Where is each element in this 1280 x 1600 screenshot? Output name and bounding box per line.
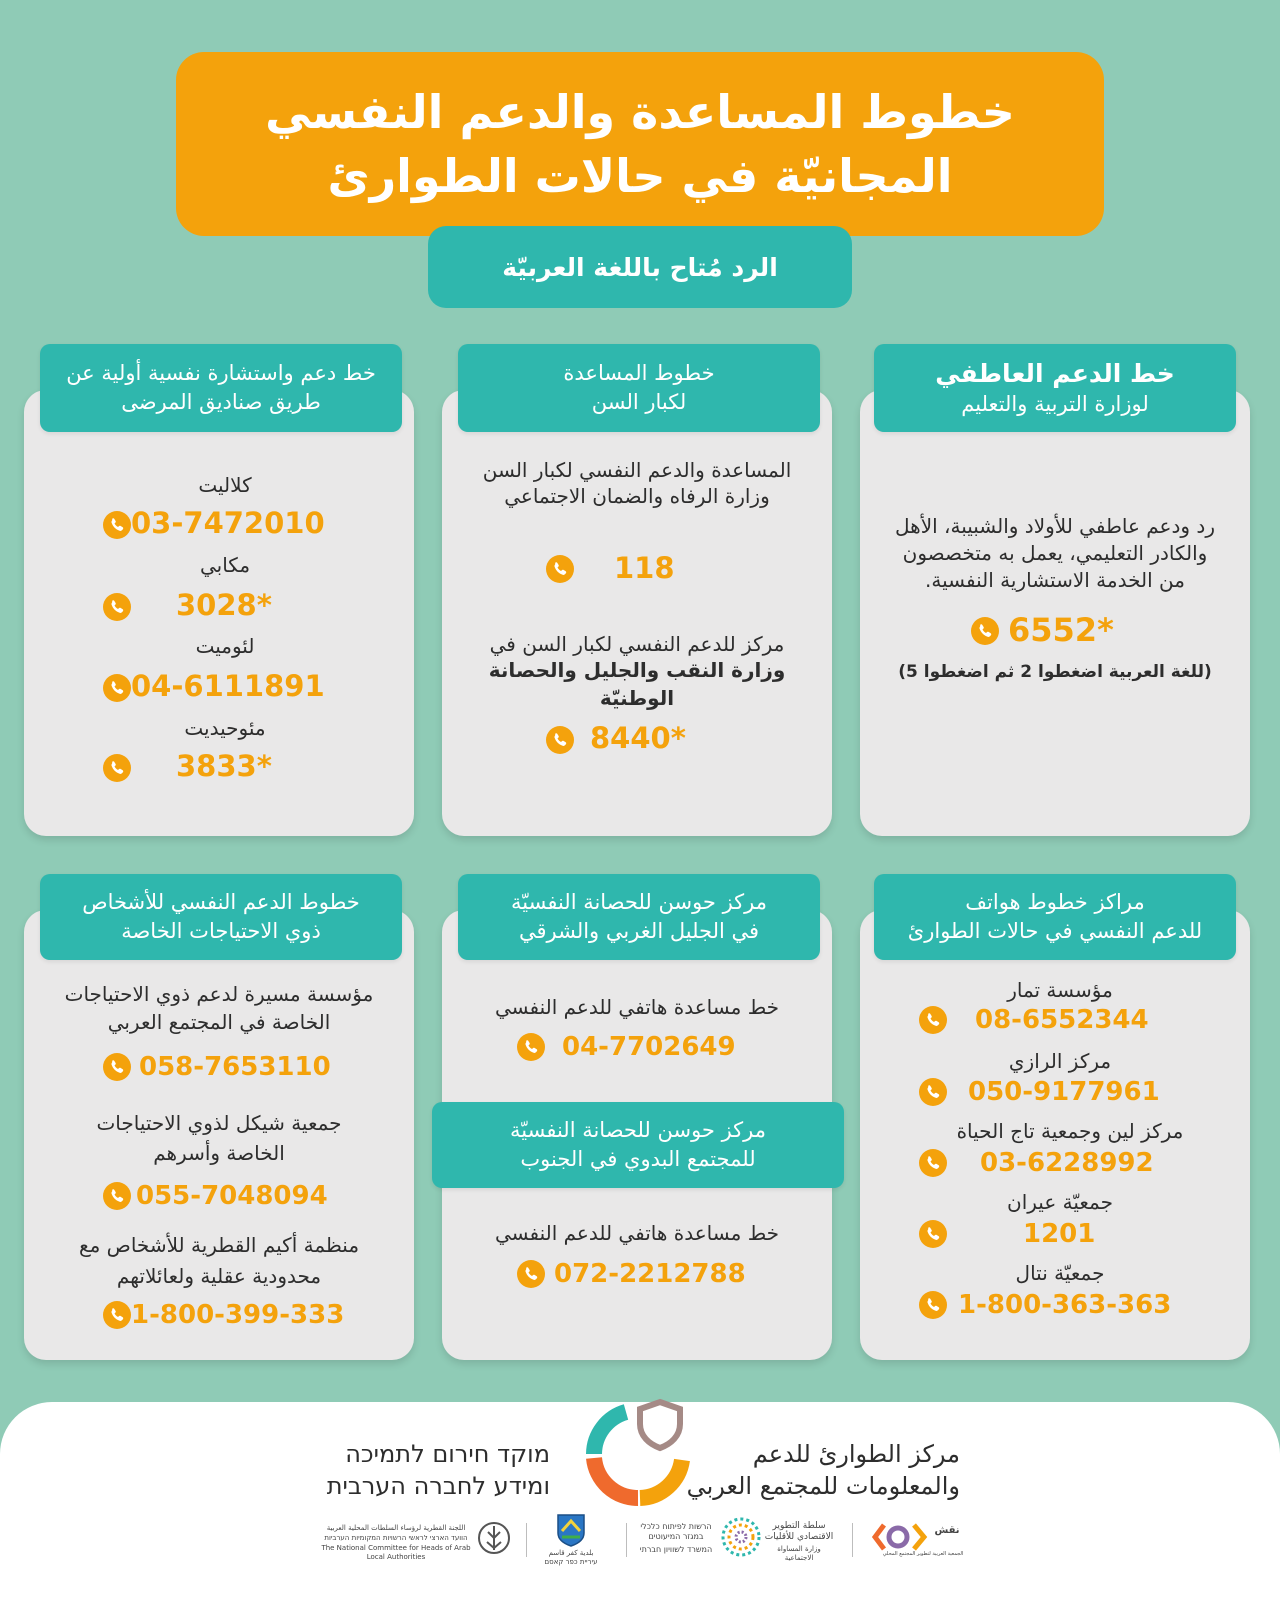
health-fund-name-3: لئوميت	[195, 634, 255, 658]
naqsh-name: نقش	[934, 1525, 960, 1536]
card-hosen-header-2	[432, 1102, 844, 1188]
special-needs-org-3-line-1: منظمة أكيم القطرية للأشخاص مع	[78, 1233, 360, 1257]
elderly-desc-1-line-1: المساعدة والدعم النفسي لكبار السن	[482, 458, 792, 482]
card-hosen-title-2a: مركز حوسن للحصانة النفسيّة	[510, 1118, 766, 1142]
center-name-4: جمعيّة عيران	[1007, 1190, 1113, 1214]
footer-arabic-line-1: مركز الطوارئ للدعم	[752, 1440, 960, 1468]
center-name-2: مركز الرازي	[1008, 1049, 1112, 1073]
logo-divider	[526, 1523, 527, 1557]
footer-hebrew-line-1: מוקד חירום לתמיכה	[345, 1440, 550, 1468]
phone-icon[interactable]	[517, 1260, 545, 1288]
hosen-number-2[interactable]: 072-2212788	[554, 1259, 746, 1289]
card-hosen-title-2b: للمجتمع البدوي في الجنوب	[520, 1147, 756, 1171]
health-fund-number-1[interactable]: 03-7472010	[131, 506, 325, 540]
phone-icon[interactable]	[103, 511, 131, 539]
health-fund-number-2[interactable]: 3028*	[176, 588, 272, 622]
hosen-desc-2: خط مساعدة هاتفي للدعم النفسي	[494, 1221, 780, 1245]
arabic-availability-banner: الرد مُتاح باللغة العربيّة	[428, 226, 852, 308]
economic-authority-line-2: الاقتصادي للأقليات	[764, 1532, 834, 1542]
phone-icon[interactable]	[919, 1220, 947, 1248]
special-needs-number-1[interactable]: 058-7653110	[139, 1052, 331, 1082]
health-fund-name-1: كلاليت	[198, 473, 252, 497]
special-needs-org-1-line-1: مؤسسة مسيرة لدعم ذوي الاحتياجات	[64, 982, 374, 1006]
center-number-3[interactable]: 03-6228992	[980, 1148, 1154, 1178]
center-number-2[interactable]: 050-9177961	[968, 1077, 1160, 1107]
hosen-number-1[interactable]: 04-7702649	[562, 1032, 736, 1062]
phone-icon[interactable]	[971, 617, 999, 645]
special-needs-org-2-line-2: الخاصة وأسرهم	[153, 1141, 285, 1165]
negev-authority-line-2: במגזר המיעוטים	[648, 1532, 704, 1541]
page-title-line-1: خطوط المساعدة والدعم النفسي	[265, 85, 1015, 139]
phone-icon[interactable]	[103, 1301, 131, 1329]
card-hosen-header-1	[458, 874, 820, 960]
center-name-5: جمعيّة نتال	[1015, 1261, 1105, 1285]
page-title-box	[176, 52, 1104, 236]
special-needs-number-2[interactable]: 055-7048094	[136, 1181, 328, 1211]
card-emotional-support-subtitle: لوزارة التربية والتعليم	[961, 391, 1149, 416]
kafr-qasem-emblem-icon	[556, 1513, 586, 1547]
national-committee-name-he: הוועד הארצי לראשי הרשויות המקומיות הערביות	[324, 1534, 468, 1542]
health-fund-name-2: مكابي	[199, 553, 251, 577]
health-fund-number-3[interactable]: 04-6111891	[131, 669, 325, 703]
health-fund-number-4[interactable]: 3833*	[176, 749, 272, 783]
national-committee-name-en: The National Committee for Heads of Arab Local Authorities	[321, 1544, 471, 1561]
phone-icon[interactable]	[546, 726, 574, 754]
negev-authority-line-3: המשרד לשוויון חברתי	[639, 1545, 713, 1554]
center-number-5[interactable]: 1-800-363-363	[958, 1290, 1172, 1320]
economic-authority-line-1: سلطة التطوير	[772, 1521, 826, 1531]
elderly-desc-2-line-1: مركز للدعم النفسي لكبار السن في	[489, 632, 785, 656]
phone-icon[interactable]	[103, 674, 131, 702]
elderly-desc-1-line-2: وزارة الرفاه والضمان الاجتماعي	[504, 484, 770, 508]
special-needs-org-3-line-2: محدودية عقلية ولعائلاتهم	[116, 1264, 322, 1288]
phone-icon[interactable]	[919, 1149, 947, 1177]
card-emotional-support-header	[874, 344, 1236, 432]
card-emergency-centers-header	[874, 874, 1236, 960]
elderly-phone-number-2[interactable]: 8440*	[590, 721, 686, 755]
card-health-funds-header	[40, 344, 402, 432]
center-number-4[interactable]: 1201	[1023, 1219, 1096, 1249]
special-needs-org-2-line-1: جمعية شيكل لذوي الاحتياجات	[96, 1111, 342, 1135]
page-title-line-2: المجانيّة في حالات الطوارئ	[327, 149, 953, 203]
elderly-phone-number-1[interactable]: 118	[614, 551, 675, 585]
national-committee-name-ar: اللجنة القطرية لرؤساء السلطات المحلية العربية	[326, 1524, 466, 1532]
card-health-funds-title-1: خط دعم واستشارة نفسية أولية عن	[66, 361, 376, 385]
naqsh-logo-icon	[872, 1522, 928, 1552]
footer-hebrew-line-2: ומידע לחברה הערבית	[326, 1472, 550, 1500]
phone-icon[interactable]	[919, 1006, 947, 1034]
emotional-desc-line-3: من الخدمة الاستشارية النفسية.	[925, 568, 1185, 592]
card-emergency-centers-title-1: مراكز خطوط هواتف	[965, 890, 1145, 914]
emotional-phone-number[interactable]: 6552*	[1008, 611, 1114, 649]
card-emotional-support-title: خط الدعم العاطفي	[935, 358, 1175, 388]
phone-icon[interactable]	[919, 1078, 947, 1106]
elderly-desc-2-line-2: وزارة النقب والجليل والحصانة الوطنيّة	[488, 658, 786, 710]
phone-icon[interactable]	[546, 555, 574, 583]
negev-authority-line-1: הרשות לפיתוח כלכלי	[640, 1522, 712, 1531]
logo-divider	[852, 1523, 853, 1557]
economic-authority-dots-icon	[720, 1516, 762, 1558]
national-committee-emblem-icon	[478, 1518, 510, 1558]
card-special-needs-header	[40, 874, 402, 960]
center-number-1[interactable]: 08-6552344	[975, 1005, 1149, 1035]
card-special-needs-title-1: خطوط الدعم النفسي للأشخاص	[82, 890, 360, 914]
phone-icon[interactable]	[103, 1182, 131, 1210]
phone-icon[interactable]	[919, 1291, 947, 1319]
hosen-desc-1: خط مساعدة هاتفي للدعم النفسي	[494, 995, 780, 1019]
card-special-needs-title-2: ذوي الاحتياجات الخاصة	[121, 919, 321, 943]
center-name-3: مركز لين وجمعية تاج الحياة	[956, 1119, 1184, 1143]
health-fund-name-4: مئوحيديت	[184, 716, 266, 740]
card-elderly-header	[458, 344, 820, 432]
kafr-qasem-name-he: עיריית כפר קאסם	[544, 1558, 598, 1566]
phone-icon[interactable]	[103, 754, 131, 782]
card-elderly-title-1: خطوط المساعدة	[563, 361, 715, 385]
card-elderly-title-2: لكبار السن	[591, 390, 687, 414]
emotional-desc-line-1: رد ودعم عاطفي للأولاد والشبيبة، الأهل	[895, 514, 1215, 538]
special-needs-number-3[interactable]: 1-800-399-333	[131, 1300, 345, 1330]
card-hosen-title-1a: مركز حوسن للحصانة النفسيّة	[511, 890, 767, 914]
card-health-funds-title-2: طريق صناديق المرضى	[121, 390, 321, 414]
emotional-dial-note: (للغة العربية اضغطوا 2 ثم اضغطوا 5)	[898, 662, 1212, 682]
naqsh-subtitle: الجمعية العربية لتطوير المجتمع المحلي	[882, 1551, 964, 1557]
footer-arabic-line-2: والمعلومات للمجتمع العربي	[686, 1472, 960, 1500]
emotional-desc-line-2: والكادر التعليمي، يعمل به متخصصون	[902, 541, 1208, 565]
shield-ring-logo-icon	[578, 1398, 698, 1508]
economic-authority-line-3: وزارة المساواة الاجتماعية	[777, 1545, 821, 1562]
logo-divider	[626, 1523, 627, 1557]
card-hosen-title-1b: في الجليل الغربي والشرقي	[518, 919, 760, 943]
center-name-1: مؤسسة تمار	[1007, 978, 1113, 1002]
phone-icon[interactable]	[103, 593, 131, 621]
phone-icon[interactable]	[517, 1033, 545, 1061]
phone-icon[interactable]	[103, 1053, 131, 1081]
special-needs-org-1-line-2: الخاصة في المجتمع العربي	[107, 1010, 331, 1034]
kafr-qasem-name-ar: بلدية كفر قاسم	[548, 1549, 594, 1557]
card-emergency-centers-title-2: للدعم النفسي في حالات الطوارئ	[907, 919, 1203, 943]
